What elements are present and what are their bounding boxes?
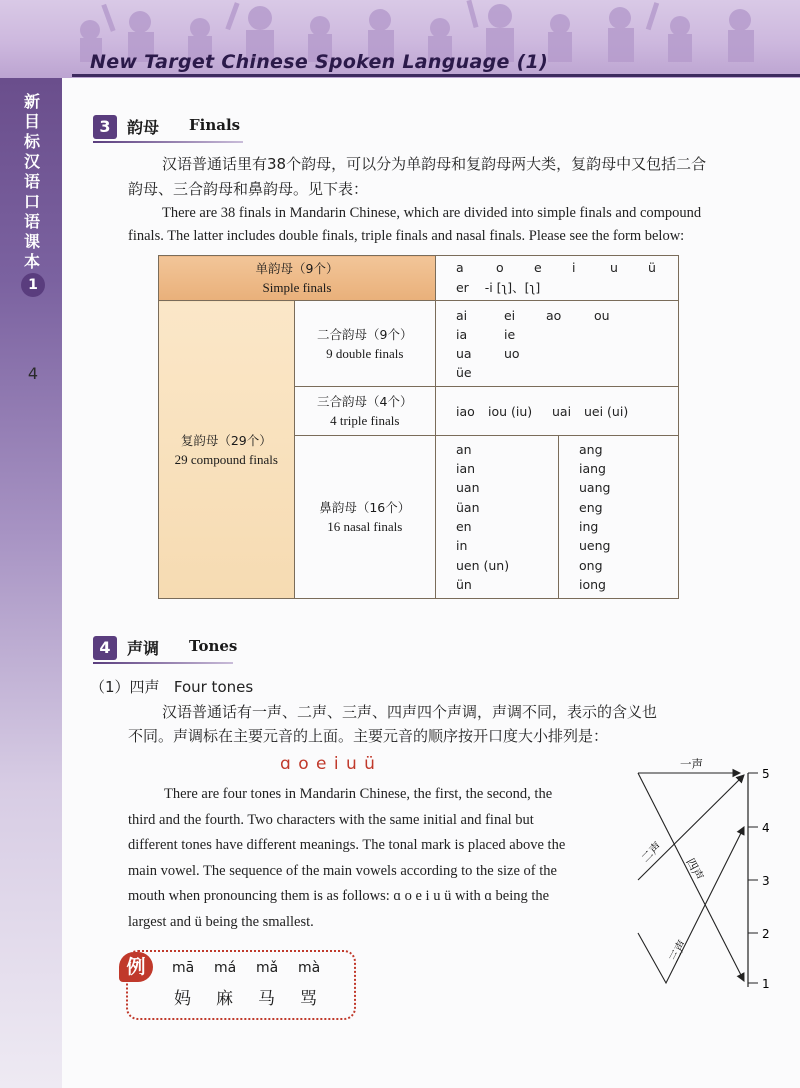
final-item: ie xyxy=(503,326,516,342)
label-en: 4 triple finals xyxy=(330,413,400,428)
level-label: 5 xyxy=(762,767,770,781)
double-finals-values xyxy=(435,301,678,387)
section-title-cn: 韵母 xyxy=(127,118,160,137)
final-item: uei (ui) xyxy=(583,403,629,419)
triple-finals-values xyxy=(435,387,678,436)
pinyin: mà xyxy=(298,960,321,976)
text-line: 韵母、三合韵母和鼻韵母。见下表： xyxy=(128,180,369,198)
paragraph-cn xyxy=(162,152,706,176)
final-item: uen (un) xyxy=(455,557,510,573)
simple-finals-row: er -i [ʅ]、[ʅ] xyxy=(455,280,541,295)
simple-finals-row xyxy=(456,258,678,278)
text-line: 汉语普通话有一声、二声、三声、四声四个声调，声调不同，表示的含义也 xyxy=(162,703,658,721)
label-en: 16 nasal finals xyxy=(327,519,403,534)
sidebar-char: 目 xyxy=(23,112,40,131)
sidebar-char: 汉 xyxy=(23,152,40,171)
level-label: 4 xyxy=(762,821,770,835)
final-item: ai xyxy=(455,307,468,323)
final-item: ou xyxy=(593,307,610,323)
finals-row xyxy=(456,363,678,382)
hanzi: 麻 xyxy=(216,989,233,1009)
tone-4-label: 四声 xyxy=(683,855,707,883)
finals-row xyxy=(456,404,678,419)
final-item: ao xyxy=(545,307,562,323)
text-line: third and the fourth. Two characters with the same initial and final but xyxy=(128,811,534,828)
finals-row xyxy=(456,306,678,325)
final-item: ei xyxy=(503,307,516,323)
subsection-title: （1）四声 Four tones xyxy=(90,678,254,696)
pinyin: má xyxy=(214,960,237,976)
final-item: uai xyxy=(551,403,572,419)
nasal-finals-label xyxy=(294,436,435,599)
sidebar-char: 语 xyxy=(23,172,40,191)
tone-1-label: 一声 xyxy=(680,757,703,771)
nasal-finals-right xyxy=(559,436,679,599)
final-item: ü xyxy=(647,260,656,275)
paragraph-en xyxy=(128,782,616,935)
final-item: en xyxy=(455,519,472,534)
label-en: 29 compound finals xyxy=(174,451,278,467)
final-item: ong xyxy=(579,557,603,573)
text-line: main vowel. The sequence of the main vowels according to the size of the xyxy=(128,862,557,879)
finals-row xyxy=(456,344,678,363)
example-hanzi-row xyxy=(174,984,342,1009)
tone-3-label: 三声 xyxy=(666,937,690,965)
section-rule xyxy=(93,141,243,143)
final-item: üan xyxy=(455,499,480,515)
final-item: ua xyxy=(455,345,472,361)
double-finals-label xyxy=(294,301,435,387)
simple-finals-label xyxy=(159,256,436,301)
sidebar-book-title xyxy=(18,92,46,272)
tone-2-label: 二声 xyxy=(638,838,665,866)
text-line: 不同。声调标在主要元音的上面。主要元音的顺序按开口度大小排列是： xyxy=(128,727,609,745)
text-line: 汉语普通话里有38个韵母，可以分为单韵母和复韵母两大类，复韵母中又包括二合 xyxy=(162,155,707,173)
section-title-cn: 声调 xyxy=(127,639,160,658)
volume-badge: 1 xyxy=(21,273,45,297)
final-item: u xyxy=(609,260,618,275)
page-number: 4 xyxy=(27,364,39,383)
page-banner xyxy=(0,0,800,78)
vowel-order: ɑ o e i u ü xyxy=(280,754,375,774)
text-line: largest and ü being the smallest. xyxy=(128,913,314,930)
text-line: mouth when pronouncing them is as follows: ɑ o e i u ü with ɑ being the xyxy=(128,888,550,904)
sidebar-char: 本 xyxy=(23,252,40,271)
label-en: Simple finals xyxy=(262,280,332,295)
final-item: ün xyxy=(455,576,472,592)
text-line: different tones have different meanings. The tonal mark is placed above the xyxy=(128,837,566,853)
level-label: 1 xyxy=(762,977,770,991)
banner-rule xyxy=(72,74,800,77)
label-cn: 二合韵母（9个） xyxy=(317,326,413,342)
final-item: iong xyxy=(579,576,606,592)
paragraph-en xyxy=(128,225,684,248)
final-item: ing xyxy=(579,519,599,534)
final-item: ian xyxy=(455,461,476,477)
paragraph-cn xyxy=(128,177,368,201)
level-label: 3 xyxy=(762,874,770,888)
final-item: o xyxy=(495,260,504,275)
final-item: ang xyxy=(579,441,603,457)
text-line: There are 38 finals in Mandarin Chinese, which are divided into simple finals and compound xyxy=(162,205,702,221)
final-item: iang xyxy=(579,461,606,477)
text-line: There are four tones in Mandarin Chinese, the first, the second, the xyxy=(164,786,553,802)
finals-table xyxy=(158,255,679,599)
section-number: 4 xyxy=(93,636,117,660)
final-item: iao xyxy=(455,403,475,419)
tone-chart-diagram xyxy=(618,755,788,995)
label-cn: 单韵母（9个） xyxy=(255,261,339,276)
nasal-finals-left xyxy=(435,436,558,599)
final-item: eng xyxy=(579,499,603,515)
hanzi: 马 xyxy=(258,989,275,1009)
final-item: iou (iu) xyxy=(487,403,533,419)
sidebar-char: 课 xyxy=(23,232,40,251)
tone-4-line xyxy=(638,773,744,981)
sidebar-char: 标 xyxy=(23,132,40,151)
label-en: 9 double finals xyxy=(326,345,404,361)
section-rule xyxy=(93,662,233,664)
label-cn: 复韵母（29个） xyxy=(180,432,272,448)
label-cn: 三合韵母（4个） xyxy=(317,394,413,409)
section-3-header xyxy=(93,113,243,141)
section-4-header xyxy=(93,634,238,662)
example-pinyin-row xyxy=(172,960,340,976)
book-title: New Target Chinese Spoken Language (1) xyxy=(90,51,549,73)
finals-row xyxy=(456,325,678,344)
final-item: a xyxy=(455,260,464,275)
simple-finals-values xyxy=(435,256,678,301)
pinyin: mā xyxy=(172,960,195,976)
final-item: ueng xyxy=(579,538,611,554)
final-item: an xyxy=(455,441,472,457)
example-badge: 例 xyxy=(119,952,153,982)
paragraph-cn xyxy=(128,724,608,748)
compound-finals-label xyxy=(159,301,295,599)
level-label: 2 xyxy=(762,927,770,941)
final-item: uang xyxy=(579,480,611,496)
final-item: uo xyxy=(503,345,520,361)
section-title-en: Finals xyxy=(189,116,241,134)
final-item: e xyxy=(533,260,542,275)
section-number: 3 xyxy=(93,115,117,139)
hanzi: 妈 xyxy=(174,989,191,1009)
triple-finals-label xyxy=(294,387,435,436)
final-item: i xyxy=(571,260,576,275)
final-item: ia xyxy=(455,326,468,342)
final-item: uan xyxy=(455,480,480,496)
final-item: üe xyxy=(455,364,472,380)
text-line: finals. The latter includes double finals, triple finals and nasal finals. Please see the form below: xyxy=(128,228,685,244)
paragraph-en xyxy=(162,202,701,225)
pinyin: mǎ xyxy=(256,960,279,976)
sidebar-char: 语 xyxy=(23,212,40,231)
sidebar-char: 口 xyxy=(23,192,40,211)
hanzi: 骂 xyxy=(300,989,317,1009)
sidebar-char: 新 xyxy=(23,92,40,111)
final-item: in xyxy=(455,538,468,554)
section-title-en: Tones xyxy=(189,637,238,655)
paragraph-cn xyxy=(162,700,657,724)
label-cn: 鼻韵母（16个） xyxy=(319,500,411,515)
